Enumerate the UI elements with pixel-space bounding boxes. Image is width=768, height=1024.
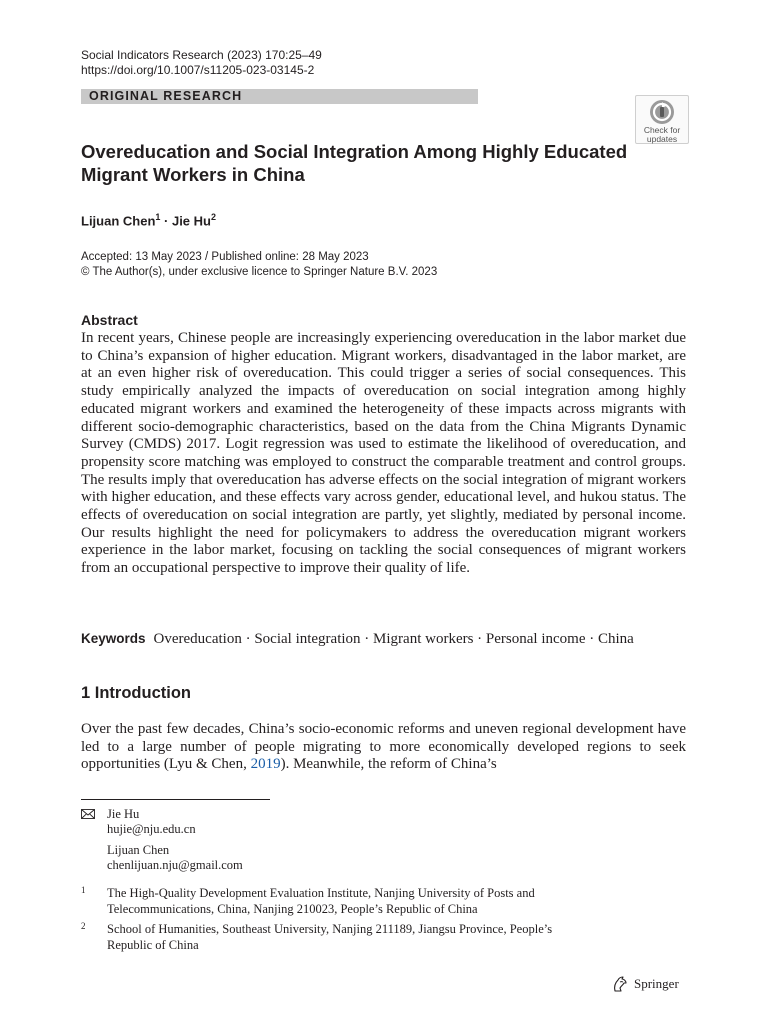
abstract-heading: Abstract [81,312,138,328]
paper-title: Overeducation and Social Integration Among Highly Educated Migrant Workers in China [81,141,628,185]
check-for-updates-badge[interactable] [635,95,689,144]
author-separator: · [160,213,172,229]
affiliation-text: School of Humanities, Southeast University, Nanjing 211189, Jiangsu Province, People’s Republic of China [107,922,553,952]
copyright-notice: © The Author(s), under exclusive licence to Springer Nature B.V. 2023 [81,266,438,278]
affiliation-number: 1 [81,885,86,895]
keywords-label: Keywords [81,631,146,646]
keywords-section [81,630,701,648]
introduction-text-part: ). Meanwhile, the reform of China’s [280,756,497,773]
corresponding-author-name: Jie Hu [107,807,140,821]
author-name[interactable]: Lijuan Chen [81,213,156,229]
introduction-text-part: Over the past few decades, China’s socio-economic reforms and uneven regional development have led to a large number of people migrating to more economically developed regions to seek opportunities (Lyu & Chen, [81,721,686,773]
article-type-label: ORIGINAL RESEARCH [89,89,243,103]
introduction-text [81,721,686,774]
affiliation-text: The High-Quality Development Evaluation Institute, Nanjing University of Posts and Telecommunications, China, Nanjing 210023, People’s Republic of China [107,886,535,916]
doi-link[interactable]: https://doi.org/10.1007/s11205-023-03145-2 [81,63,315,77]
springer-horse-icon [611,975,629,993]
corresponding-author-email[interactable]: hujie@nju.edu.cn [107,822,196,836]
publisher-logo-text: Springer [634,976,679,991]
check-updates-label: Check for updates [643,125,681,144]
introduction-heading: 1 Introduction [81,684,191,702]
author-list [81,209,216,229]
affiliation-number: 2 [81,921,86,931]
coauthor-name: Lijuan Chen [107,843,170,857]
coauthor-email[interactable]: chenlijuan.nju@gmail.com [107,858,243,872]
article-type-banner [81,89,478,104]
footnote-divider [81,799,270,800]
check-updates-icon [649,99,675,125]
abstract-text: In recent years, Chinese people are increasingly experiencing overeducation in the labor market due to China’s expansion of higher education. Migrant workers, disadvantaged in the labor market, are at an even higher risk of overeducation. This could trigger a series of social consequences. This study empirically analyzed the impacts of overeducation on social integration among highly educated migrant workers and examined the heterogeneity of these impacts across migrants with different socio-demographic characteristics, based on the data from the China Migrants Dynamic Survey (CMDS) 2017. Logit regression was used to estimate the likelihood of overeducation, and propensity score matching was employed to construct the comparable treatment and control groups. The results imply that overeducation has adverse effects on the social integration of migrant workers with higher education, and these effects vary across gender, educational level, and hukou status. The effects of overeducation on social integration are partly, yet slightly, mediated by personal income. Our results highlight the need for policymakers to address the overeducation migrant workers experience in the labor market, focusing on tackling the social consequences of migrant workers from an occupational perspective to improve their quality of life. [81,330,686,577]
envelope-icon [81,809,95,819]
journal-citation: Social Indicators Research (2023) 170:25–49 [81,48,322,62]
keywords-list: Overeducation · Social integration · Migrant workers · Personal income · China [153,631,634,647]
author-name[interactable]: Jie Hu [171,213,211,229]
publication-dates: Accepted: 13 May 2023 / Published online: 28 May 2023 [81,251,369,263]
author-affiliation-marker: 1 [155,212,161,222]
citation-link[interactable]: 2019 [250,756,281,773]
author-affiliation-marker: 2 [210,212,216,222]
